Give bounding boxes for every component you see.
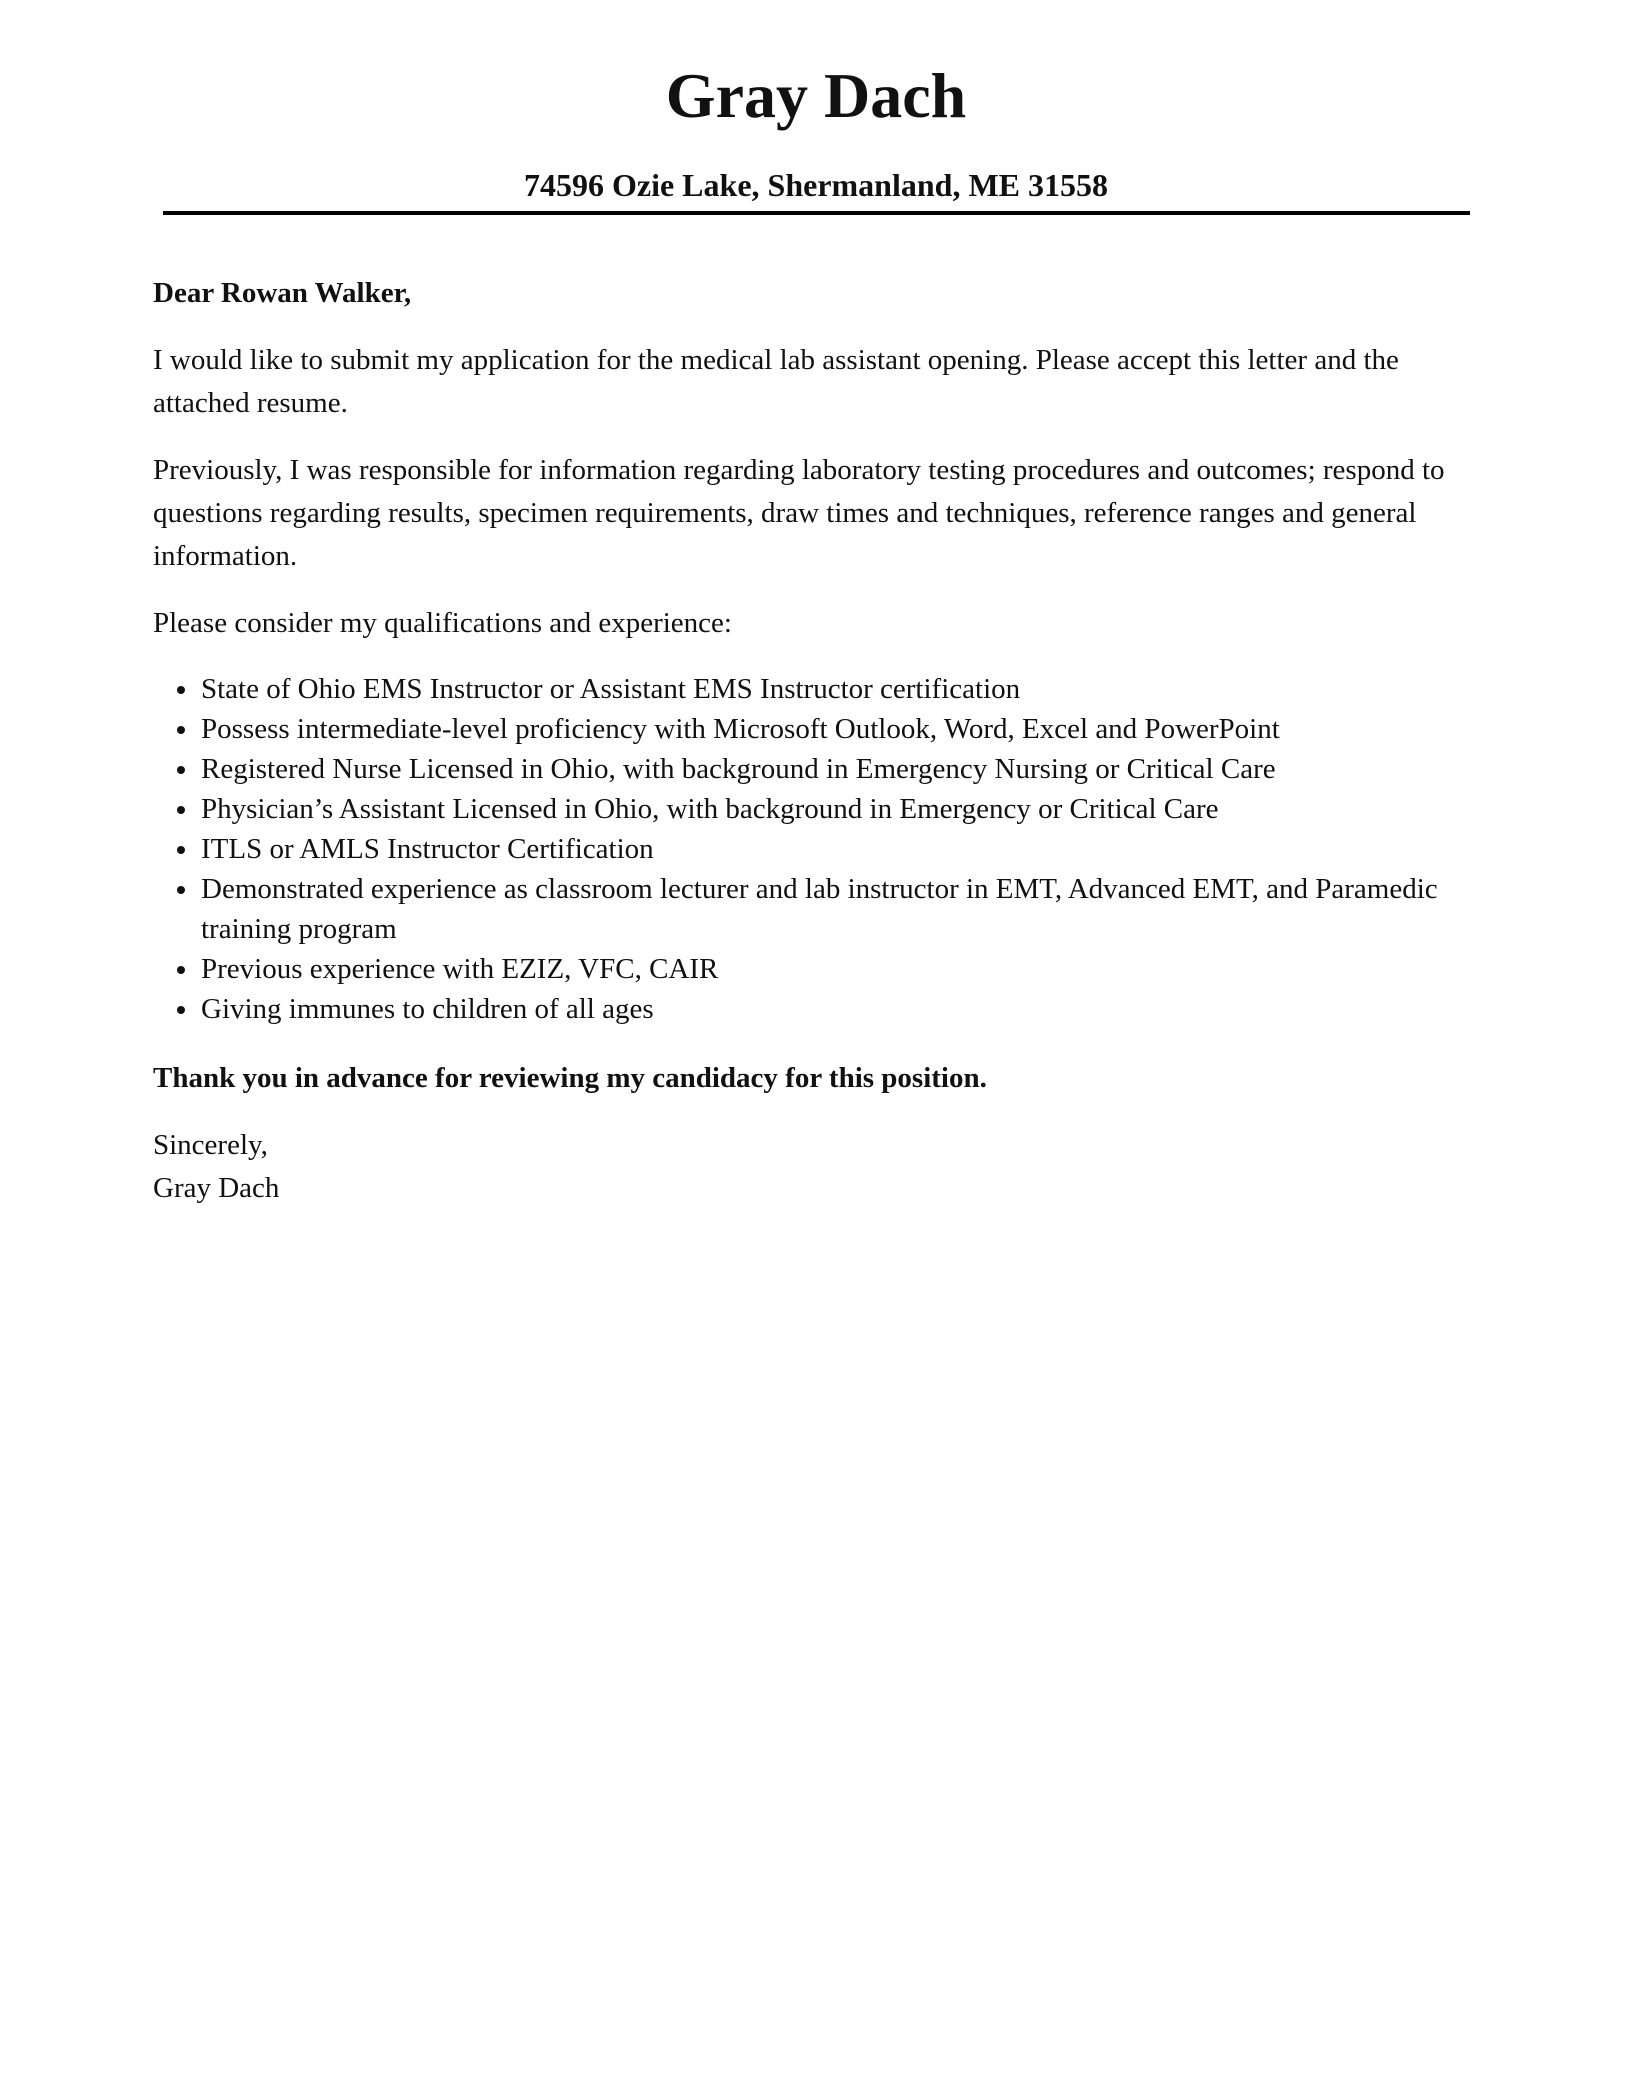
list-item-text: Registered Nurse Licensed in Ohio, with background in Emergency Nursing or Critical Care <box>201 753 1276 785</box>
intro-paragraph: I would like to submit my application for the medical lab assistant opening. Please accept this letter and the attached resume. <box>153 344 1399 419</box>
bullet-icon <box>177 966 185 974</box>
signature: Gray Dach <box>153 1172 280 1204</box>
list-item <box>153 709 1480 749</box>
bullet-icon <box>177 886 185 894</box>
list-item-text: Previous experience with EZIZ, VFC, CAIR <box>201 953 719 985</box>
letter-body <box>153 272 1480 1210</box>
list-item-text: Demonstrated experience as classroom lecturer and lab instructor in EMT, Advanced EMT, and Paramedic training program <box>201 873 1438 945</box>
bullet-icon <box>177 726 185 734</box>
list-item-text: Possess intermediate-level proficiency with Microsoft Outlook, Word, Excel and PowerPoint <box>201 713 1280 745</box>
list-item <box>153 789 1480 829</box>
experience-paragraph: Previously, I was responsible for information regarding laboratory testing procedures and outcomes; respond to questions regarding results, specimen requirements, draw times and techniques, reference ranges and general information. <box>153 454 1445 572</box>
list-item <box>153 749 1480 789</box>
qualifications-intro: Please consider my qualifications and experience: <box>153 607 732 639</box>
applicant-name: Gray Dach <box>665 60 967 131</box>
list-item <box>153 829 1480 869</box>
closing-statement: Thank you in advance for reviewing my candidacy for this position. <box>153 1062 987 1094</box>
bullet-icon <box>177 1006 185 1014</box>
list-item <box>153 669 1480 709</box>
header-divider <box>163 211 1470 215</box>
bullet-icon <box>177 686 185 694</box>
bullet-icon <box>177 806 185 814</box>
applicant-address: 74596 Ozie Lake, Shermanland, ME 31558 <box>523 167 1108 203</box>
bullet-icon <box>177 846 185 854</box>
list-item-text: State of Ohio EMS Instructor or Assistant EMS Instructor certification <box>201 673 1021 705</box>
qualifications-list <box>153 669 1480 1029</box>
list-item-text: Giving immunes to children of all ages <box>201 993 654 1025</box>
list-item <box>153 989 1480 1029</box>
list-item <box>153 949 1480 989</box>
signoff: Sincerely, <box>153 1129 268 1161</box>
list-item-text: Physician’s Assistant Licensed in Ohio, with background in Emergency or Critical Care <box>201 793 1219 825</box>
list-item-text: ITLS or AMLS Instructor Certification <box>201 833 654 865</box>
salutation: Dear Rowan Walker, <box>153 277 412 309</box>
list-item <box>153 869 1480 949</box>
bullet-icon <box>177 766 185 774</box>
